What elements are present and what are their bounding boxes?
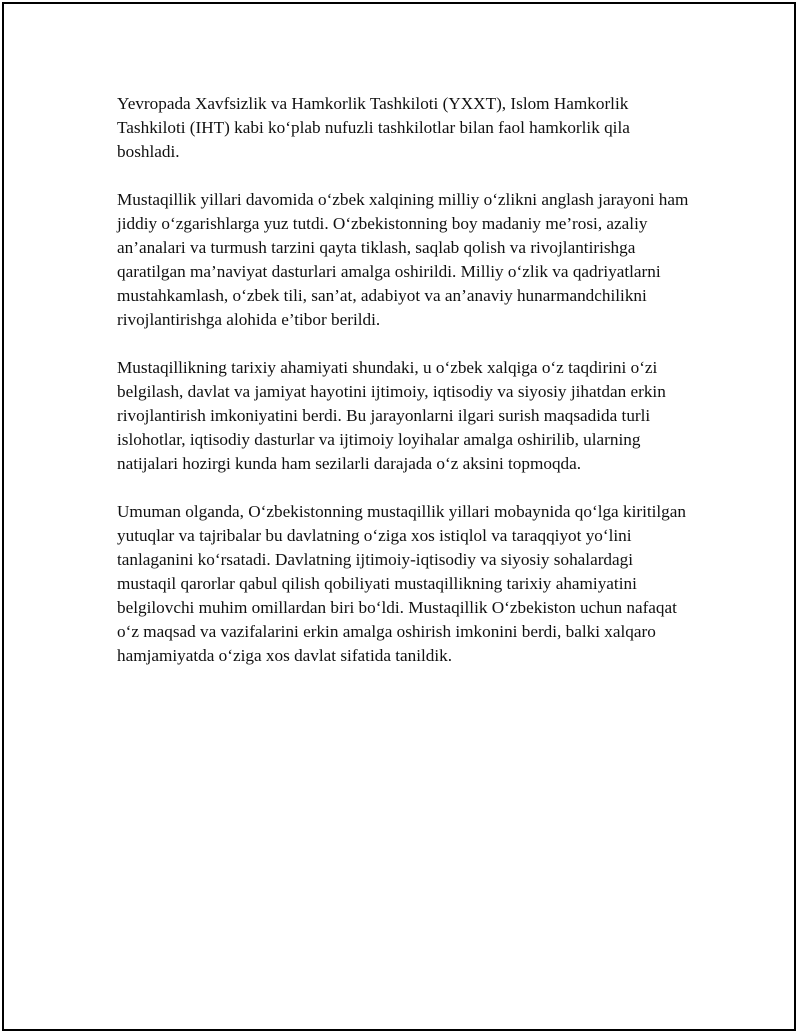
paragraph-4: Umuman olganda, Oʻzbekistonning mustaqillik yillari mobaynida qoʻlga kiritilgan yutuqlar va tajribalar bu davlatning oʻziga xos istiqlol va taraqqiyot yoʻlini tanlaganini koʻrsatadi. Davlatning ijtimoiy-iqtisodiy va siyosiy sohalardagi mustaqil qarorlar qabul qilish qobiliyati mustaqillikning tarixiy ahamiyatini belgilovchi muhim omillardan biri boʻldi. Mustaqillik Oʻzbekiston uchun nafaqat oʻz maqsad va vazifalarini erkin amalga oshirish imkonini berdi, balki xalqaro hamjamiyatda oʻziga xos davlat sifatida tanildik.	[117, 502, 686, 665]
paragraph-1: Yevropada Xavfsizlik va Hamkorlik Tashkiloti (YXXT), Islom Hamkorlik Tashkiloti (IHT) kabi koʻplab nufuzli tashkilotlar bilan faol hamkorlik qila boshladi.	[117, 94, 630, 161]
paragraph-2: Mustaqillik yillari davomida oʻzbek xalqining milliy oʻzlikni anglash jarayoni ham jiddiy oʻzgarishlarga yuz tutdi. Oʻzbekistonning boy madaniy me’rosi, azaliy an’analari va turmush tarzini qayta tiklash, saqlab qolish va rivojlantirishga qaratilgan ma’naviyat dasturlari amalga oshirildi. Milliy oʻzlik va qadriyatlarni mustahkamlash, oʻzbek tili, san’at, adabiyot va an’anaviy hunarmandchilikni rivojlantirishga alohida e’tibor berildi.	[117, 190, 689, 329]
paragraph-3: Mustaqillikning tarixiy ahamiyati shundaki, u oʻzbek xalqiga oʻz taqdirini oʻzi belgilash, davlat va jamiyat hayotini ijtimoiy, iqtisodiy va siyosiy jihatdan erkin rivojlantirish imkoniyatini berdi. Bu jarayonlarni ilgari surish maqsadida turli islohotlar, iqtisodiy dasturlar va ijtimoiy loyihalar amalga oshirilib, ularning natijalari hozirgi kunda ham sezilarli darajada oʻz aksini topmoqda.	[117, 358, 666, 473]
document-body	[117, 92, 692, 692]
